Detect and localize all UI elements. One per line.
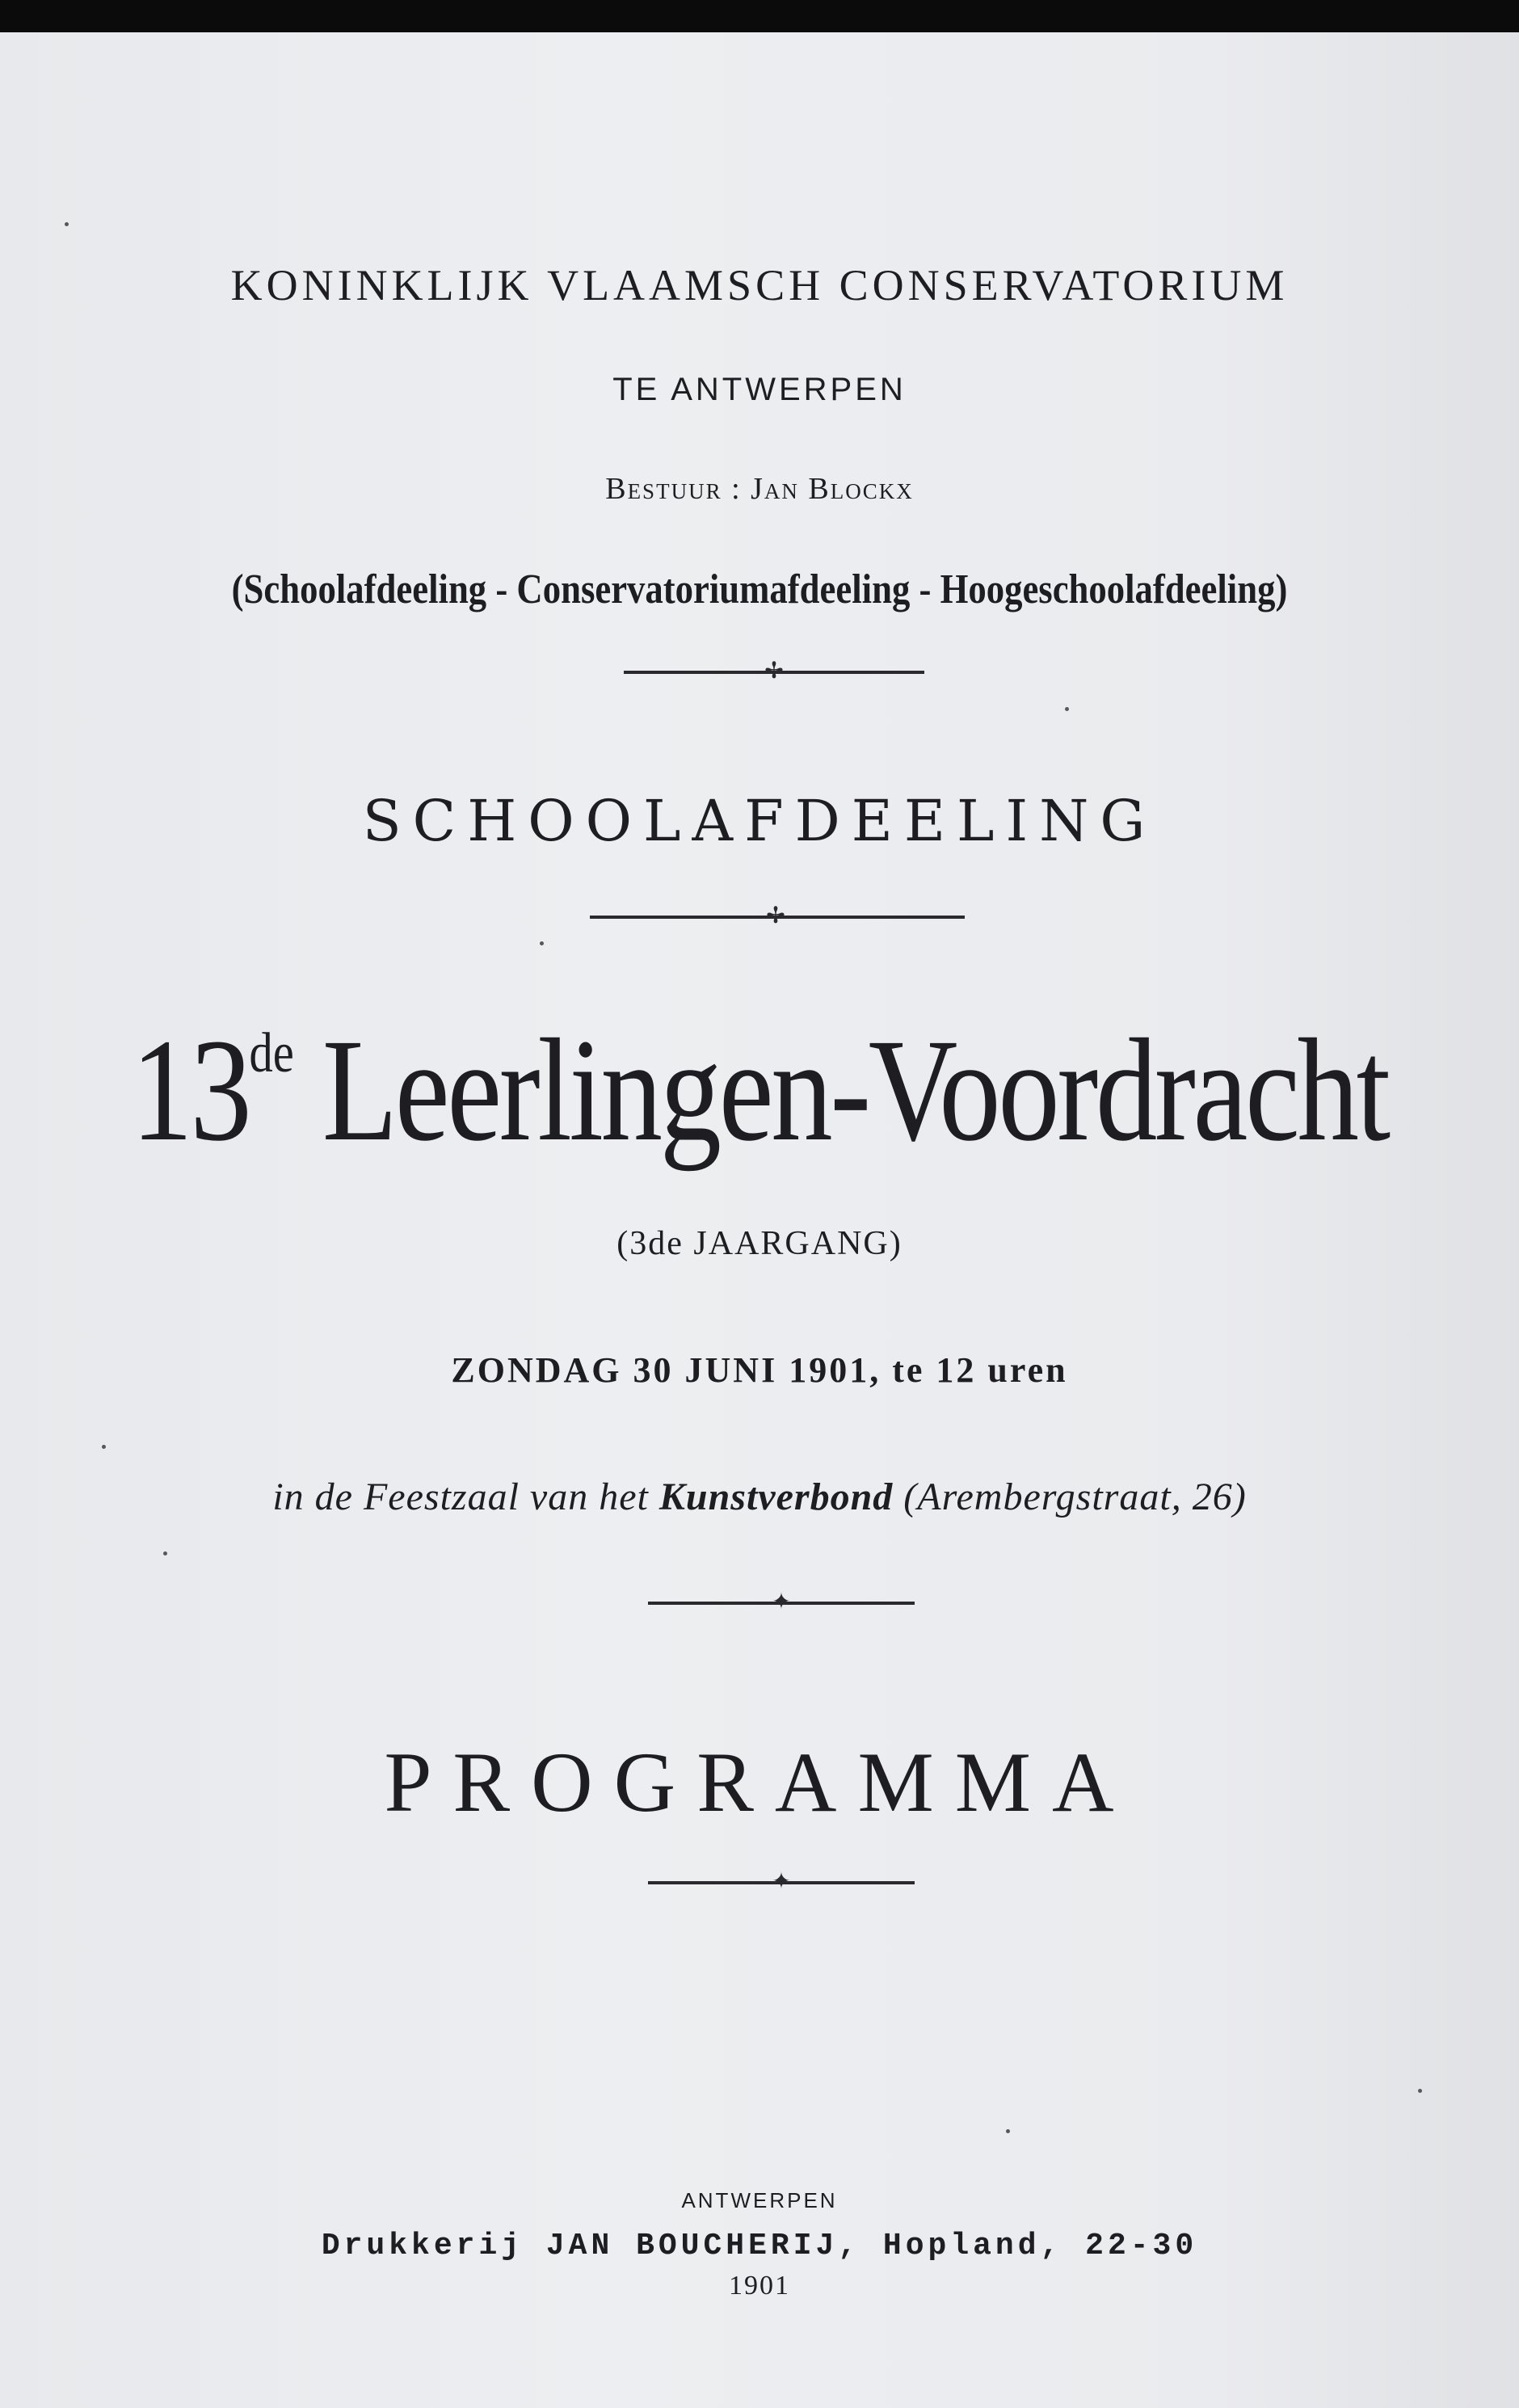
imprint-year: 1901 bbox=[729, 2271, 790, 2301]
programme-heading: PROGRAMMA bbox=[384, 1735, 1135, 1829]
imprint-printer: Drukkerij JAN BOUCHERIJ, Hopland, 22-30 bbox=[321, 2229, 1198, 2263]
venue-prefix: in de Feestzaal van het bbox=[272, 1476, 649, 1518]
programme-page bbox=[0, 32, 1519, 2408]
title-number: 13 bbox=[131, 1009, 250, 1172]
imprint-place: ANTWERPEN bbox=[681, 2188, 838, 2212]
venue-line bbox=[0, 1475, 1519, 1519]
date-line: ZONDAG 30 JUNI 1901, te 12 uren bbox=[451, 1350, 1068, 1390]
scan-top-border bbox=[0, 0, 1519, 32]
main-title bbox=[121, 1006, 1397, 1175]
section-heading: SCHOOLAFDEELING bbox=[362, 788, 1157, 854]
venue-hall: Kunstverbond bbox=[659, 1476, 894, 1518]
city-line: TE ANTWERPEN bbox=[612, 372, 907, 407]
departments-line: (Schoolafdeeling - Conservatoriumafdeeling - Hoogeschoolafdeeling) bbox=[231, 566, 1288, 613]
title-ordinal: de bbox=[249, 1022, 294, 1084]
divider-ornament-2-flourish: ✢ bbox=[766, 902, 785, 928]
divider-ornament-1-flourish: ✢ bbox=[764, 657, 784, 684]
paper-speck bbox=[540, 941, 544, 945]
divider-ornament-3-flourish: ✦ bbox=[772, 1588, 791, 1614]
paper-speck bbox=[1006, 2129, 1010, 2133]
title-text: Leerlingen-Voordracht bbox=[322, 1009, 1388, 1172]
institution-name: KONINKLIJK VLAAMSCH CONSERVATORIUM bbox=[230, 261, 1289, 309]
venue-address: (Arembergstraat, 26) bbox=[903, 1476, 1247, 1518]
divider-ornament-4-flourish: ✦ bbox=[772, 1867, 791, 1894]
board-line: Bestuur : Jan Blockx bbox=[605, 472, 914, 506]
paper-speck bbox=[1418, 2089, 1422, 2093]
paper-speck bbox=[1065, 707, 1069, 711]
year-label: (3de JAARGANG) bbox=[616, 1225, 903, 1262]
paper-speck bbox=[65, 222, 69, 226]
paper-speck bbox=[163, 1551, 167, 1556]
paper-speck bbox=[102, 1445, 106, 1449]
